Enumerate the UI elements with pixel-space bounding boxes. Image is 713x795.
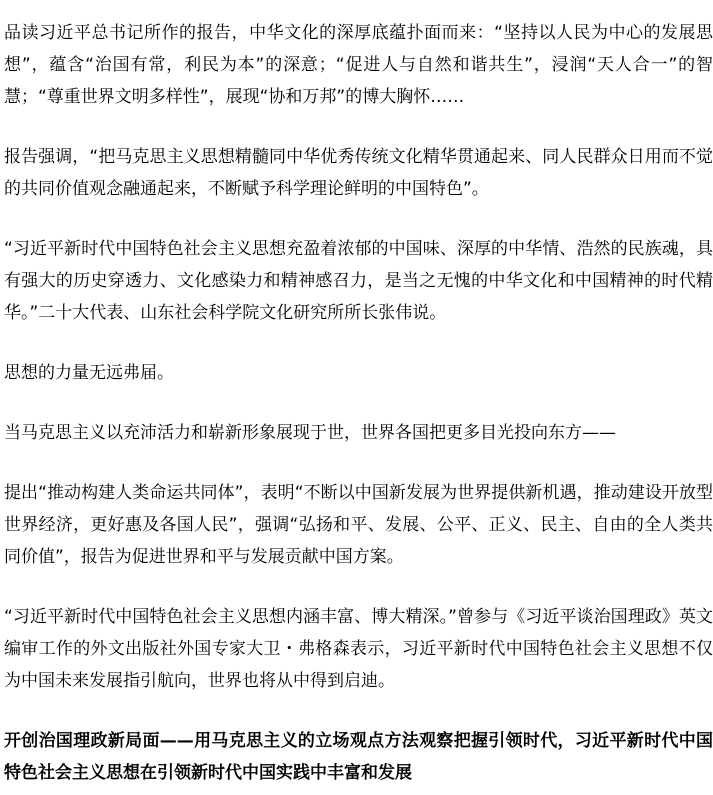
paragraph-world-looks-east: 当马克思主义以充沛活力和崭新形象展现于世，世界各国把更多目光投向东方—— <box>4 423 616 443</box>
paragraph-culture: 品读习近平总书记所作的报告，中华文化的深厚底蕴扑面而来：“坚持以人民为中心的发展思想”，蕴含“治国有常，利民为本”的深意；“促进人与自然和谐共生”，浸润“天人合一”的智慧；“尊重世界文明多样性”，展现“协和万邦”的博大胸怀…… <box>4 23 713 107</box>
paragraph-report-emphasis: 报告强调，“把马克思主义思想精髓同中华优秀传统文化精华贯通起来、同人民群众日用而不觉的共同价值观念融通起来，不断赋予科学理论鲜明的中国特色”。 <box>4 147 713 199</box>
paragraph-power-of-thought: 思想的力量无远弗届。 <box>4 363 174 383</box>
paragraph-community-shared-future: 提出“推动构建人类命运共同体”，表明“不断以中国新发展为世界提供新机遇，推动建设开放型世界经济，更好惠及各国人民”，强调“弘扬和平、发展、公平、正义、民主、自由的全人类共同价值”，报告为促进世界和平与发展贡献中国方案。 <box>4 483 713 567</box>
paragraph-quote-david-ferguson: “习近平新时代中国特色社会主义思想内涵丰富、博大精深。”曾参与《习近平谈治国理政》英文编审工作的外文出版社外国专家大卫・弗格森表示，习近平新时代中国特色社会主义思想不仅为中国未来发展指引航向，世界也将从中得到启迪。 <box>4 607 713 691</box>
paragraph-quote-zhang-wei: “习近平新时代中国特色社会主义思想充盈着浓郁的中国味、深厚的中华情、浩然的民族魂，具有强大的历史穿透力、文化感染力和精神感召力，是当之无愧的中华文化和中国精神的时代精华。”二十大代表、山东社会科学院文化研究所所长张伟说。 <box>4 239 713 323</box>
section-heading: 开创治国理政新局面——用马克思主义的立场观点方法观察把握引领时代，习近平新时代中国特色社会主义思想在引领新时代中国实践中丰富和发展 <box>4 731 713 783</box>
article-body <box>4 17 713 789</box>
